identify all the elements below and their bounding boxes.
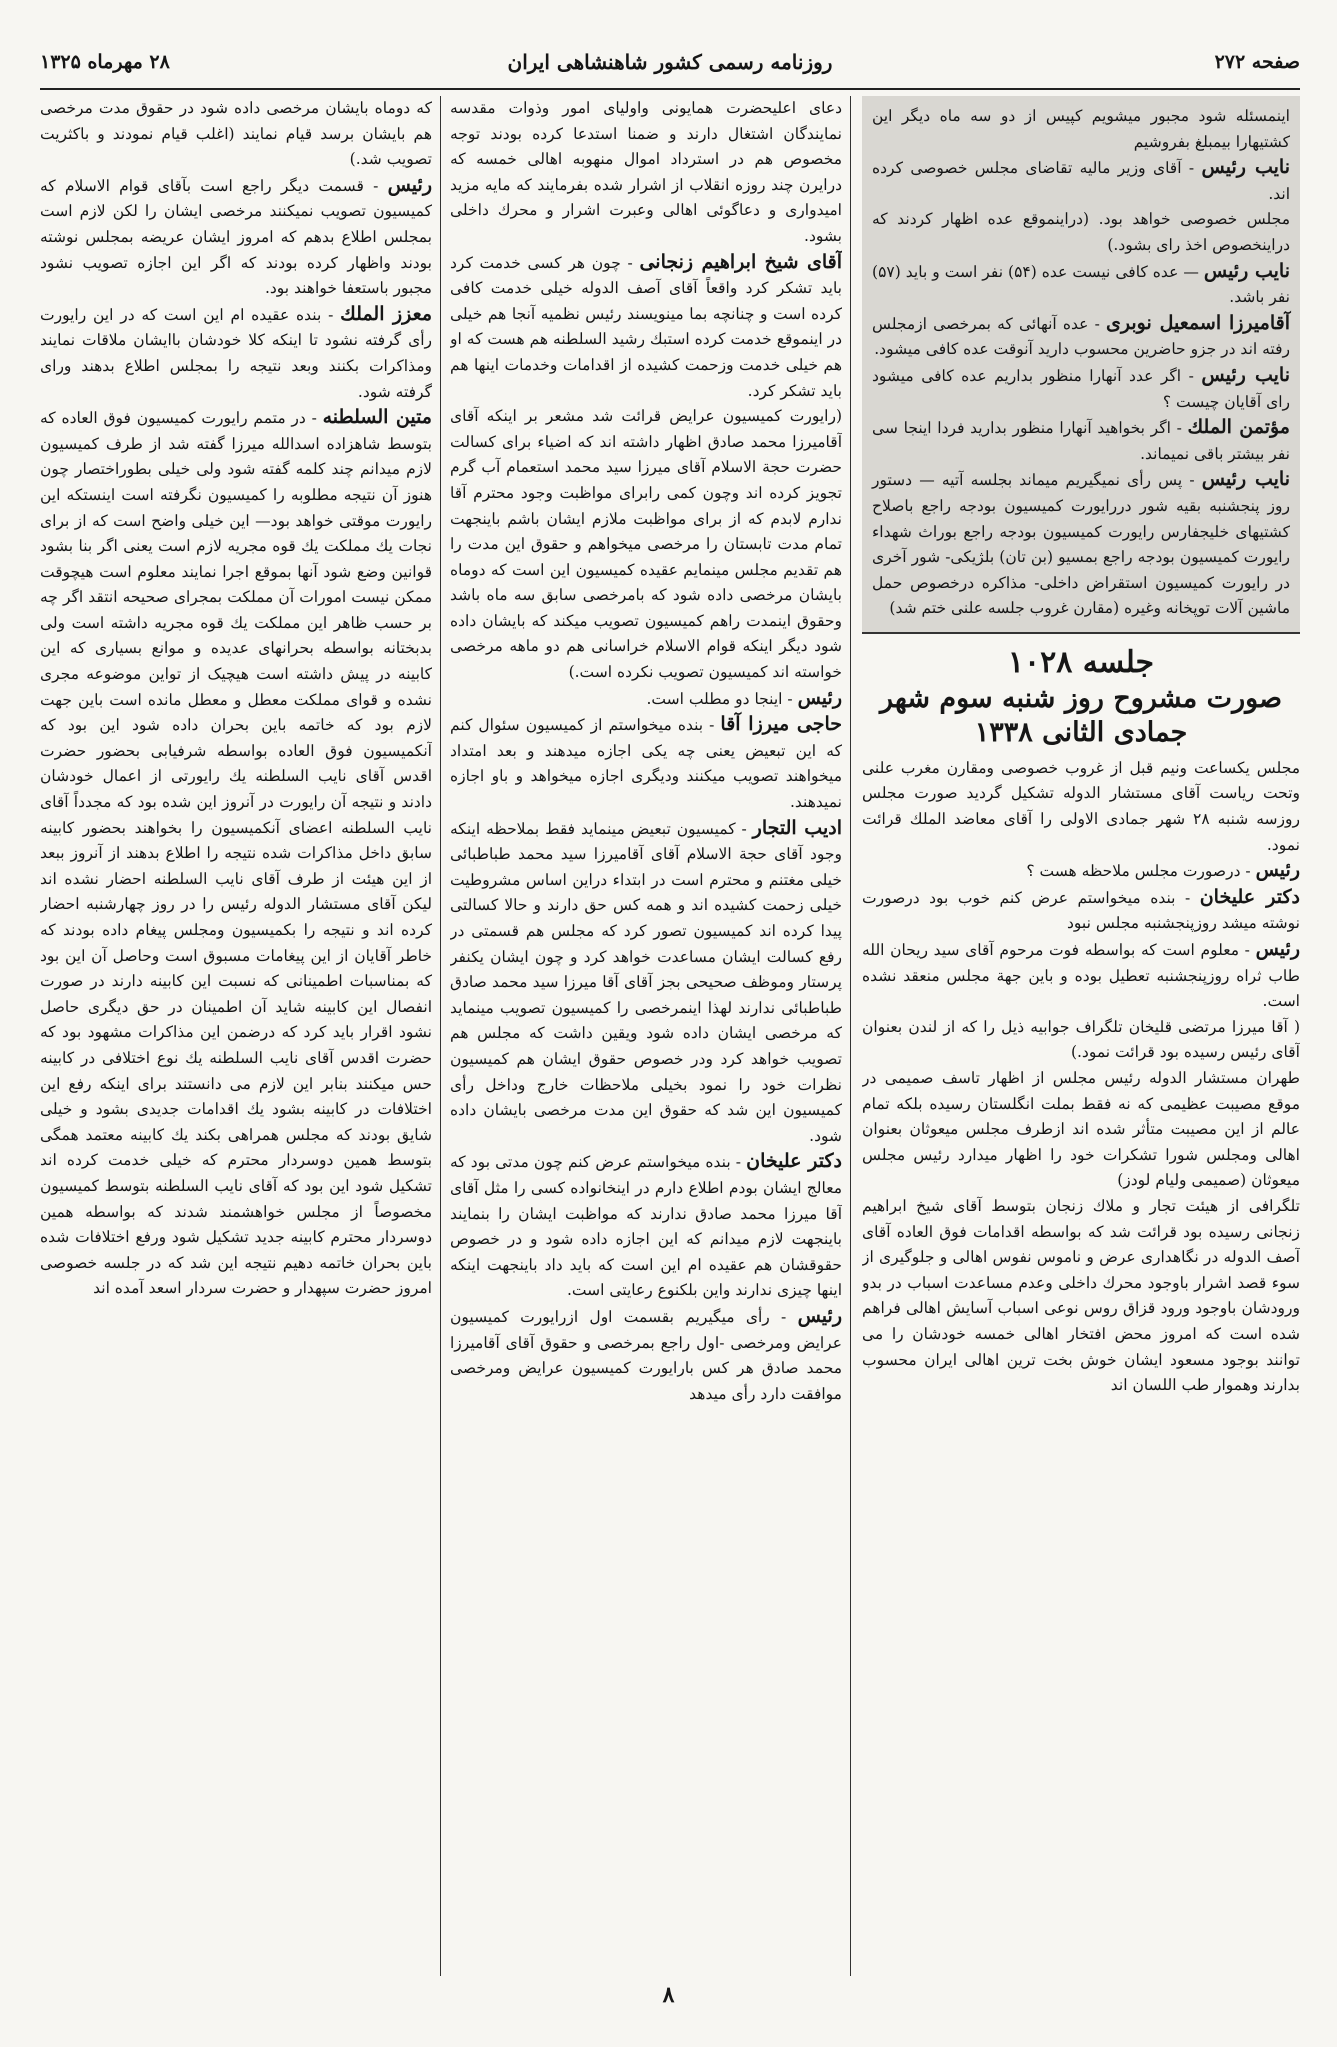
speaker-name: متین السلطنه xyxy=(322,406,432,429)
paragraph-text: - بنده میخواستم عرض کنم خوب بود درصورت نوشته میشد روزپنجشنبه مجلس نبود xyxy=(862,888,1300,933)
newspaper-title: روزنامه رسمی کشور شاهنشاهی ایران xyxy=(507,50,833,74)
paragraph xyxy=(872,259,1290,311)
paragraph xyxy=(872,467,1290,622)
paragraph-text: مجلس خصوصی خواهد بود. (دراینموقع عده اظهار کردند که دراینخصوص اخذ رای بشود.) xyxy=(872,210,1290,254)
page-header xyxy=(40,40,1300,84)
paragraph xyxy=(40,173,432,302)
paragraph xyxy=(862,1194,1300,1399)
paragraph-text: - آقای وزیر مالیه تقاضای مجلس خصوصی کرده اند. xyxy=(872,159,1290,203)
paragraph-text: اینمسئله شود مجبور میشویم کپیس از دو سه ماه دیگر این کشتیهارا بیمبلغ بفروشیم xyxy=(872,107,1290,151)
speaker-name: نایب رئیس xyxy=(1201,468,1290,491)
column-divider xyxy=(850,96,851,1976)
paragraph-text: - پس رأی نمیگیریم میماند بجلسه آتیه — دستور روز پنجشنبه بقیه شور دررایورت کمیسیون بودجه راجع باصلاح کشتیهای خلیجفارس رایورت کمیسیون بودجه راجع بوراث شهداء رایورت کمیسیون بودجه راجع بمسیو (بن تان) بلژیکی- شور آخری در رایورت کمیسیون استقراض داخلی- مذاکره درخصوص حمل ماشین آلات توپخانه وغیره (مقارن غروب جلسه علنی ختم شد) xyxy=(872,471,1290,618)
paragraph xyxy=(450,1149,842,1304)
paragraph-text: مجلس یکساعت ونیم قبل از غروب خصوصی ومقارن مغرب علنی وتحت ریاست آقای مستشار الدوله تشکیل گردید صورت مجلس روزسه شنبه ۲۸ شهر جمادی الاولی را آقای معاضد الملك قرائت نمود. xyxy=(862,758,1300,854)
column-right xyxy=(862,96,1300,1976)
paragraph xyxy=(450,816,842,1150)
paragraph xyxy=(862,858,1300,885)
paragraph xyxy=(40,302,432,405)
paragraph-text: - کمیسیون تبعیض مینماید فقط بملاحظه اینکه وجود آقای حجة الاسلام آقای آقامیرزا سید محمد طباطبائی خیلی مغتنم و محترم است در ابتداء دراین اساس مشروطیت خیلی زحمت کشیده اند و همه کس حق دارند و حالا کسالتی پیدا کرده اند کمیسیون تصور کرد که مجلس هم قسمتی در رفع کسالت ایشان مساعدت خواهد کرد و چون ایشان یکنفر پرستار وموظف صحیحی بجز آقای آقا میرزا سید محمد صادق طباطبائی ندارند لهذا اینمرخصی را کمیسیون تصویب مینماید که مرخصی ایشان داده شود ویقین داشت که مجلس هم تصویب خواهد کرد ودر خصوص حقوق ایشان هم کمیسیون نظرات خود را نمود بخیلی ملاحظات خارج وداخل رأی کمیسیون این شد که حقوق این مدت مرخصی بایشان داده شود. xyxy=(450,819,842,1145)
paragraph xyxy=(450,96,842,250)
paragraph-text: تلگرافی از هیئت تجار و ملاك زنجان بتوسط آقای شیخ ابراهیم زنجانی رسیده بود قرائت شد که بواسطه اقدامات فوق العاده آقای آصف الدوله در نگاهداری عرض و ناموس نفوس اهالی و جلوگیری از سوء قصد اشرار باوجود محرك داخلی وعدم مساعدت اسباب در بدو ورودشان باوجود ورود قزاق روس نوعی اسباب آسایش اهالی فراهم شده است که امروز محض افتخار اهالی خمسه خودشان را می توانند بوجود مسعود ایشان خوش بخت ترین اهالی ایران محسوب بدارند وهموار طب اللسان اند xyxy=(862,1196,1300,1395)
paragraph xyxy=(450,686,842,713)
paragraph-text: ( آقا میرزا مرتضی قلیخان تلگراف جوابیه ذیل را که از لندن بعنوان آقای رئیس رسیده بود قرائت نمود.) xyxy=(862,1017,1300,1062)
paragraph xyxy=(862,885,1300,937)
paragraph-text: — عده کافی نیست عده (۵۴) نفر است و باید (۵۷) نفر باشد. xyxy=(872,262,1290,307)
speaker-name: معزز الملك xyxy=(340,302,432,325)
paragraph-text: - رأی میگیریم بقسمت اول ازرایورت کمیسیون عرایض ومرخصی -اول راجع بمرخصی و حقوق آقای آقامیرزا محمد صادق هر کس بارایورت کمیسیون عرایض ومرخصی موافقت دارد رأی میدهد xyxy=(450,1307,842,1403)
paragraph-text: - بنده میخواستم عرض کنم چون مدتی بود که معالج ایشان بودم اطلاع دارم در اینخانواده کسی را مثل آقای آقا میرزا محمد صادق ندارند که مواظبت ایشان را بنمایند باینجهت لازم میدانم که این اجازه داده شود و در خصوص حقوقشان هم عقیده ام این است که باید داد باینجهت اینکه اینها چیزی ندارند واین بلکنوع رعایتی است. xyxy=(450,1153,842,1300)
speaker-name: نایب رئیس xyxy=(1201,363,1290,386)
paragraph xyxy=(872,104,1290,155)
paragraph-text: - قسمت دیگر راجع است بآقای قوام الاسلام که کمیسیون تصویب نمیکنند مرخصی ایشان را لکن لازم است بمجلس اطلاع بدهم که امروز ایشان عریضه بمجلس نوشته بودند واظهار کرده بودند که اگر این اجازه تصویب نشود مجبور باستعفا خواهند بود. xyxy=(40,176,432,298)
paragraph-text: - اگر عدد آنهارا منظور بداریم عده کافی میشود رای آقایان چیست ؟ xyxy=(872,366,1290,411)
paragraph xyxy=(450,250,842,405)
paragraph xyxy=(872,415,1290,467)
paragraph-text: دعای اعلیحضرت همایونی واولیای امور وذوات مقدسه نمایندگان اشتغال دارند و ضمنا استدعا کرده بودند توجه مخصوص هم در استرداد اموال منهوبه اهالی خمسه که درایرن چند روزه انقلاب از اشرار شده بفرمایند که مایه مزید امیدواری و دعاگوئی اهالی وعبرت اشرار و محرك داخلی بشود. xyxy=(450,99,842,245)
speaker-name: رئیس xyxy=(797,686,842,709)
speaker-name: نایب رئیس xyxy=(1201,156,1290,179)
paragraph xyxy=(40,405,432,1302)
page-label: صفحه ۲۷۲ xyxy=(1214,51,1300,73)
page-number: ۸ xyxy=(662,1982,675,2008)
speaker-name: دکتر علیخان xyxy=(746,1150,842,1173)
shaded-section xyxy=(862,96,1300,634)
speaker-name: رئیس xyxy=(797,1304,842,1327)
paragraph-text: - اگر بخواهید آنهارا منظور بدارید فردا اینجا سی نفر بیشتر باقی نمیماند. xyxy=(872,419,1290,463)
speaker-name: نایب رئیس xyxy=(1203,259,1290,282)
column-left xyxy=(40,96,432,1976)
speaker-name: حاجی میرزا آقا xyxy=(720,713,842,736)
paragraph-text: طهران مستشار الدوله رئیس مجلس از اظهار تاسف صمیمی در موقع مصیبت عظیمی که نه فقط بملت انگلستان رسیده بلکه تمام عالم از این مصیبت متأثر شده اند ازطرف مجلس میعوثان بعنوان اهالی ومجلس شورا تشکرات خود را اظهار میدارد رئیس مجلس میعوثان (صمیمی ولیام لودز) xyxy=(862,1069,1300,1190)
speaker-name: ادیب التجار xyxy=(752,816,842,839)
paragraph xyxy=(450,404,842,686)
column-divider xyxy=(440,96,441,1976)
speaker-name: رئیس xyxy=(1255,938,1300,961)
session-title: جلسه ۱۰۲۸ xyxy=(1007,644,1155,680)
speaker-name: آقای شیخ ابراهیم زنجانی xyxy=(639,250,842,273)
paragraph xyxy=(862,1066,1300,1194)
paragraph-text: که دوماه بایشان مرخصی داده شود در حقوق مدت مرخصی هم بایشان برسد قیام نمایند (اغلب قیام نمودند و باکثریت تصویب شد.) xyxy=(40,99,432,169)
paragraph-text: - درصورت مجلس ملاحظه هست ؟ xyxy=(1026,862,1251,881)
paragraph xyxy=(872,363,1290,415)
speaker-name: آقامیرزا اسمعیل نوبری xyxy=(1106,311,1290,334)
speaker-name: رئیس xyxy=(1255,859,1300,882)
paragraph xyxy=(862,756,1300,858)
speaker-name: رئیس xyxy=(387,173,432,196)
paragraph xyxy=(872,311,1290,363)
speaker-name: مؤتمن الملك xyxy=(1187,416,1290,439)
paragraph xyxy=(862,937,1300,1015)
paragraph xyxy=(872,155,1290,207)
paragraph-text: - بنده عقیده ام این است که در این رایورت رأی گرفته نشود تا اینکه کلا خودشان باایشان ملاقات نمایند ومذاکرات بکنند وبعد نتیجه را بمجلس اطلاع بدهند ورای گرفته شود. xyxy=(40,305,432,401)
session-subtitle: صورت مشروح روز شنبه سوم شهر جمادی الثانی ۱۳۳۸ xyxy=(879,682,1282,748)
paragraph xyxy=(872,207,1290,258)
paragraph-text: - بنده میخواستم از کمیسیون سئوال کنم که این تبعیض یعنی چه یکی اجازه میدهند و بعد امتداد میخواهند تصویب میکنند ودیگری اجازه میخواهد و باو اجازه نمیدهند. xyxy=(450,716,842,812)
header-rule xyxy=(40,88,1300,90)
paragraph-text: - اینجا دو مطلب است. xyxy=(646,689,793,708)
paragraph xyxy=(40,96,432,173)
column-middle xyxy=(450,96,842,1976)
paragraph-text: (رایورت کمیسیون عرایض قرائت شد مشعر بر اینکه آقای آقامیرزا محمد صادق اظهار داشته اند که اضیاء برای کسالت حضرت حجة الاسلام آقای میرزا سید محمد استعمام آب گرم تجویز کرده اند وچون کمی رابرای مواظبت وجود محترم آقا ندارم لابدم که از برای مواظبت ملازم ایشان باشم باینجهت تمام مدت تابستان را مرخصی میخواهم و حقوق این مدت را هم تقدیم مجلس مینمایم عقیده کمیسیون این است که دوماه بایشان مرخصی داده شود که بامرخصی سابق سه ماه باشد وحقوق اینمدت راهم کمیسیون تصویب میکند که بایشان داده شود دیگر اینکه قوام الاسلام خراسانی هم دو ماهه مرخصی خواسته اند کمیسیون تصویب نکرده است.) xyxy=(450,407,842,682)
issue-date: ۲۸ مهرماه ۱۳۲۵ xyxy=(40,51,170,73)
paragraph-text: - چون هر کسی خدمت کرد باید تشکر کرد واقعاً آقای آصف الدوله خیلی خدمت کافی کرده است و چنانچه بما مینویسند رئیس نظمیه آنجا هم خیلی در اینموقع خدمت کرده استبك رشید السلطنه هم هست که او هم خیلی خدمت وزحمت کشیده از اقدامات وخدمات اینها هم باید تشکر کرد. xyxy=(450,253,842,400)
speaker-name: دکتر علیخان xyxy=(1199,885,1300,908)
paragraph-text: - در متمم رایورت کمیسیون فوق العاده که بتوسط شاهزاده اسدالله میرزا گفته شد از طرف کمیسیون لازم میدانم چند کلمه گفته شود ولی خیلی بطوراختصار چون هنوز آن نتیجه مطلوبه را کمیسیون نگرفته است اینستکه این رایورت موقتی خواهد بود— این خیلی واضح است که از برای نجات یك مملکت یك قوه مجریه لازم است یعنی اگر بنا بشود قوانین وضع شود آنها بموقع اجرا نمایند معلوم است هیچوقت ممکن نیست امورات آن مملکت بمجرای صحیحه انتقد اگر چه بر حسب ظاهر این مملکت یك قوه مجریه داشته است ولی بدبختانه بواسطه بحرانهای عدیده و موانع بسیاری که این کابینه در پیش داشته است هیچیک از تواین موضوعه مجری نشده و قوای مملکت معطل و معطل مانده است باین جهت لازم بود که خاتمه باین بحران داده شود این بود که آنکمیسیون فوق العاده بواسطه شرفیابی بحضور حضرت اقدس آقای نایب السلطنه یك رایورتی از اعمال خودشان دادند و نتیجه آن رایورت در آنروز این شده بود که مجدداً آقای نایب السلطنه اعضای آنکمیسیون را بخواهند بحضور کابینه سابق داخل مذاکرات شده نتیجه را اطلاع بدهند از آنروز ببعد از این هیئت از طرف آقای نایب السلطنه احضار نشده اند لیکن آقای مستشار الدوله رئیس را در روز چهارشنبه احضار کرده اند و نتیجه را بکمیسیون ومجلس پیغام داده بودند که خاطر آقایان از این پیغامات مسبوق است وحاصل آن این بود که بمناسبات اطمینانی که نسبت این کابینه دارند در صورت انفصال این کابینه شاید آن اطمینان در حق دیگری حاصل نشود اقرار باید کرد که درضمن این مذاکرات مشهود بود که حضرت اقدس آقای نایب السلطنه یك نوع اختلافی در کابینه حس میکنند بنابر این لازم می دانستند برای اینکه رفع این اختلافات در کابینه بشود یك اقدامات جدیدی بشود و خیلی شایق بودند که مجلس همراهی بکند یك کابینه معتمد همگی بتوسط همین دوسردار محترم که خیلی خدمت کرده اند تشکیل شود این بود که آقای نایب السلطنه بتوسط کمیسیون مخصوصاً از مجلس خواهشمند شدند که بواسطه همین دوسردار محترم کابینه جدید تشکیل شود ورفع اختلافات شده باین بحران خاتمه دهیم نتیجه این شد که در جلسه خصوصی امروز حضرت سپهدار و حضرت سردار اسعد آمده اند xyxy=(40,409,432,1298)
paragraph-text: - معلوم است که بواسطه فوت مرحوم آقای سید ریحان الله طاب ثراه روزپنجشنبه تعطیل بوده و باین جهة مجلس منعقد نشده است. xyxy=(862,941,1300,1011)
paragraph-text: - عده آنهائی که بمرخصی ازمجلس رفته اند در جزو حاضرین محسوب دارید آنوقت عده کافی میشود. xyxy=(872,314,1290,359)
paragraph xyxy=(862,1015,1300,1066)
paragraph xyxy=(450,1304,842,1407)
paragraph xyxy=(450,712,842,815)
right-paragraphs xyxy=(862,756,1300,1399)
